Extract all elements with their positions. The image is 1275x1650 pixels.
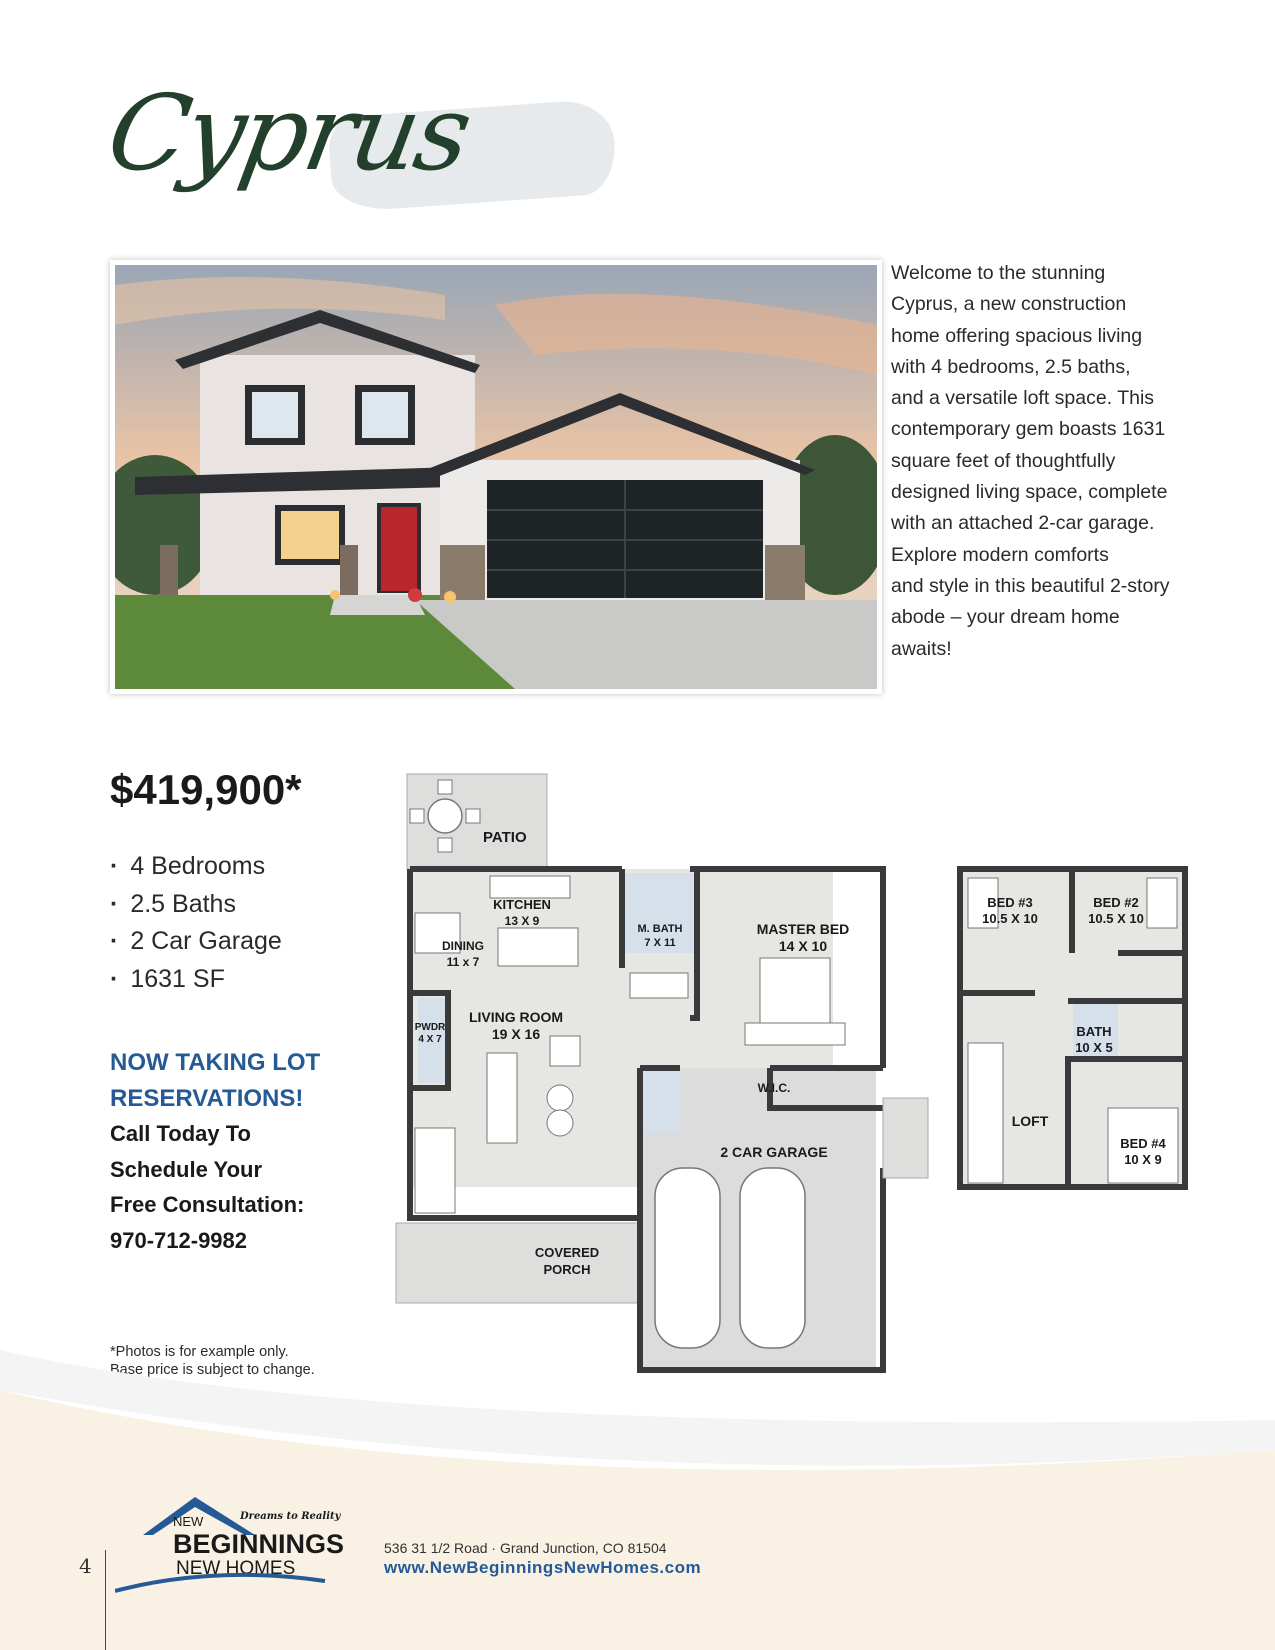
- company-website-link[interactable]: www.NewBeginningsNewHomes.com: [384, 1558, 702, 1577]
- price: $419,900*: [110, 766, 302, 813]
- disclaimer-line: *Photos is for example only.: [110, 1344, 289, 1360]
- logo-tagline: Dreams to Reality: [240, 1511, 341, 1522]
- description-line: Welcome to the stunning: [891, 262, 1106, 284]
- callout-line: RESERVATIONS!: [110, 1085, 304, 1112]
- feature-item: · 4 Bedrooms: [110, 848, 282, 886]
- label-loft: LOFT: [1011, 1113, 1049, 1129]
- hero-photo: [110, 260, 882, 694]
- label-bed3: BED #3: [987, 895, 1033, 910]
- label-master-bed: MASTER BED: [756, 921, 850, 937]
- description-line: home offering spacious living: [891, 324, 1143, 347]
- feature-item: · 2 Car Garage: [110, 923, 282, 961]
- description-line: abode – your dream home: [891, 606, 1120, 629]
- lot-reservation-callout: [110, 1045, 360, 1117]
- label-bath: BATH: [1076, 1024, 1112, 1039]
- description-line: with an attached 2-car garage.: [891, 512, 1155, 535]
- label-patio: PATIO: [483, 829, 527, 846]
- label-bed2: BED #2: [1093, 895, 1139, 910]
- label-powder: PWDR: [414, 1022, 446, 1033]
- company-address: 536 31 1/2 Road · Grand Junction, CO 81504: [384, 1540, 667, 1556]
- description-line: designed living space, complete: [891, 481, 1168, 504]
- label-dining-size: 11 x 7: [446, 955, 480, 969]
- description-line: contemporary gem boasts 1631: [891, 418, 1166, 441]
- logo-new: NEW: [173, 1514, 204, 1529]
- phone-number[interactable]: 970-712-9982: [110, 1227, 248, 1253]
- description-line: awaits!: [891, 637, 952, 660]
- company-logo: [115, 1495, 365, 1595]
- label-garage: 2 CAR GARAGE: [720, 1144, 828, 1160]
- label-living-room-size: 19 X 16: [491, 1026, 541, 1042]
- label-master-bath: M. BATH: [637, 923, 683, 935]
- label-bed3-size: 10.5 X 10: [982, 911, 1038, 926]
- disclaimer-line: Base price is subject to change.: [110, 1362, 315, 1378]
- description-line: and style in this beautiful 2-story: [891, 574, 1170, 597]
- label-master-bath-size: 7 X 11: [644, 937, 676, 949]
- plan-title: Cyprus: [99, 72, 478, 194]
- call-to-action: [110, 1116, 370, 1258]
- cta-line: Call Today To: [110, 1121, 251, 1146]
- label-living-room: LIVING ROOM: [468, 1009, 564, 1025]
- page-number: 4: [79, 1554, 92, 1578]
- description-line: Cyprus, a new construction: [891, 293, 1127, 316]
- label-bed2-size: 10.5 X 10: [1088, 911, 1144, 926]
- label-powder-size: 4 X 7: [418, 1034, 442, 1045]
- footer-divider: [105, 1550, 106, 1650]
- callout-line: NOW TAKING LOT: [110, 1049, 321, 1076]
- label-kitchen: KITCHEN: [493, 897, 551, 912]
- label-bed4-size: 10 X 9: [1124, 1152, 1162, 1167]
- label-wic: W.I.C.: [757, 1081, 791, 1095]
- label-kitchen-size: 13 X 9: [504, 914, 540, 928]
- feature-item: · 2.5 Baths: [110, 886, 282, 924]
- label-bed4: BED #4: [1120, 1136, 1166, 1151]
- cta-line: Free Consultation:: [110, 1192, 305, 1217]
- logo-new-homes: NEW HOMES: [176, 1558, 296, 1579]
- feature-item: · 1631 SF: [110, 961, 282, 999]
- description-line: with 4 bedrooms, 2.5 baths,: [891, 355, 1131, 378]
- feature-list: [110, 848, 282, 998]
- label-covered: COVERED: [534, 1245, 600, 1260]
- logo-beginnings: BEGINNINGS: [173, 1529, 345, 1559]
- cta-line: Schedule Your: [110, 1156, 263, 1182]
- plan-description: [891, 258, 1206, 665]
- description-line: and a versatile loft space. This: [891, 387, 1155, 410]
- label-dining: DINING: [442, 939, 484, 953]
- description-line: Explore modern comforts: [891, 543, 1109, 566]
- floor-plan: [390, 768, 1210, 1388]
- label-bath-size: 10 X 5: [1075, 1040, 1113, 1055]
- label-master-bed-size: 14 X 10: [778, 938, 828, 954]
- description-line: square feet of thoughtfully: [891, 449, 1116, 472]
- label-porch: PORCH: [543, 1262, 591, 1277]
